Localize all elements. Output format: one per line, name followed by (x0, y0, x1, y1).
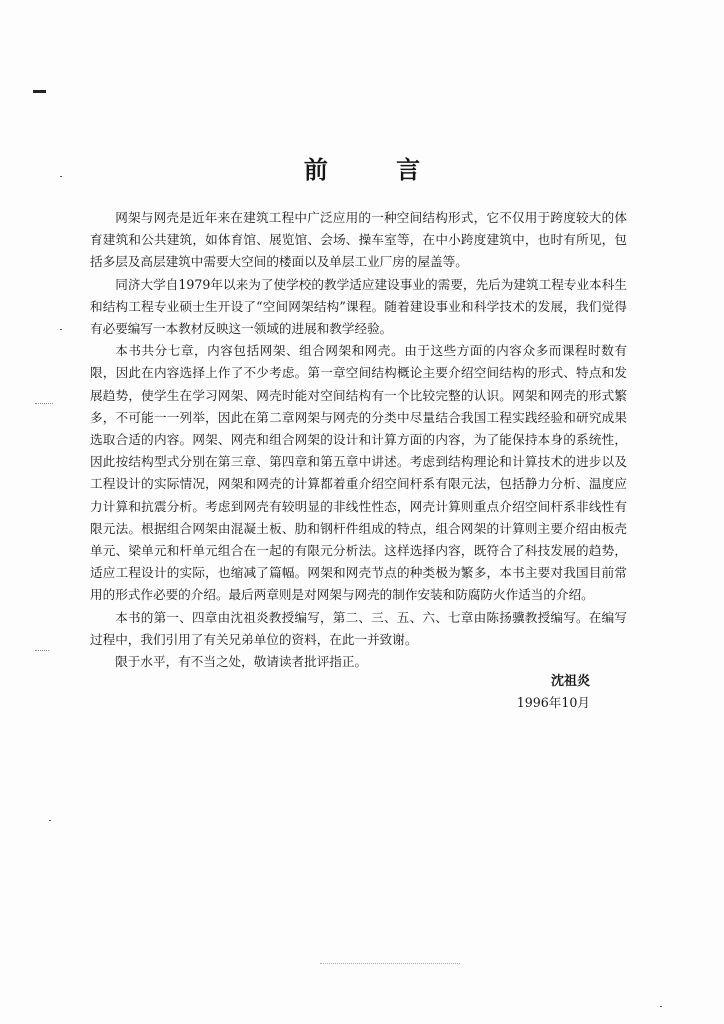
scan-mark (33, 90, 46, 93)
scan-dots (35, 650, 49, 652)
paragraph-3: 本书共分七章，内容包括网架、组合网架和网壳。由于这些方面的内容众多而课程时数有限，因此在内容选择上作了不少考虑。第一章空间结构概论主要介绍空间结构的形式、特点和发展趋势，使学生在学习网架、网壳时能对空间结构有一个比较完整的认识。网架和网壳的形式繁多，不可能一一列举，因此在第二章网架与网壳的分类中尽量结合我国工程实践经验和研究成果选取合适的内容。网架、网壳和组合网架的设计和计算方面的内容，为了能保持本身的系统性，因此按结构型式分别在第三章、第四章和第五章中讲述。考虑到结构理论和计算技术的进步以及工程设计的实际情况，网架和网壳的计算都着重介绍空间杆系有限元法，包括静力分析、温度应力计算和抗震分析。考虑到网壳有较明显的非线性性态，网壳计算则重点介绍空间杆系非线性有限元法。根据组合网架由混凝土板、肋和钢杆件组成的特点，组合网架的计算则主要介绍由板壳单元、梁单元和杆单元组合在一起的有限元分析法。这样选择内容，既符合了科技发展的趋势，适应工程设计的实际，也缩减了篇幅。网架和网壳节点的种类极为繁多，本书主要对我国目前常用的形式作必要的介绍。最后两章则是对网架与网壳的制作安装和防腐防火作适当的介绍。 (90, 343, 627, 603)
preface-date: 1996年10月 (516, 695, 590, 710)
page-title: 前 言 (303, 155, 451, 184)
body-text (90, 207, 627, 673)
scan-dots (35, 403, 53, 405)
paragraph-1: 网架与网壳是近年来在建筑工程中广泛应用的一种空间结构形式，它不仅用于跨度较大的体育建筑和公共建筑，如体育馆、展览馆、会场、操车室等，在中小跨度建筑中，也时有所见，包括多层及高层建筑中需要大空间的楼面以及单层工业厂房的屋盖等。 (90, 210, 627, 270)
paragraph-5: 限于水平，有不当之处，敬请读者批评指正。 (115, 654, 368, 670)
paragraph-2: 同济大学自1979年以来为了使学校的教学适应建设事业的需要，先后为建筑工程专业本科生和结构工程专业硕士生开设了“空间网架结构”课程。随着建设事业和科学技术的发展，我们觉得有必要编写一本教材反映这一领域的进展和教学经验。 (90, 276, 627, 337)
scan-dots (320, 963, 460, 965)
paragraph-4: 本书的第一、四章由沈祖炎教授编写，第二、三、五、六、七章由陈扬骥教授编写。在编写过程中，我们引用了有关兄弟单位的资料，在此一并致谢。 (90, 609, 627, 647)
scan-speck (660, 1006, 662, 1007)
author-signature: 沈祖炎 (550, 674, 590, 689)
scan-speck (60, 329, 62, 330)
scan-speck (49, 820, 51, 821)
